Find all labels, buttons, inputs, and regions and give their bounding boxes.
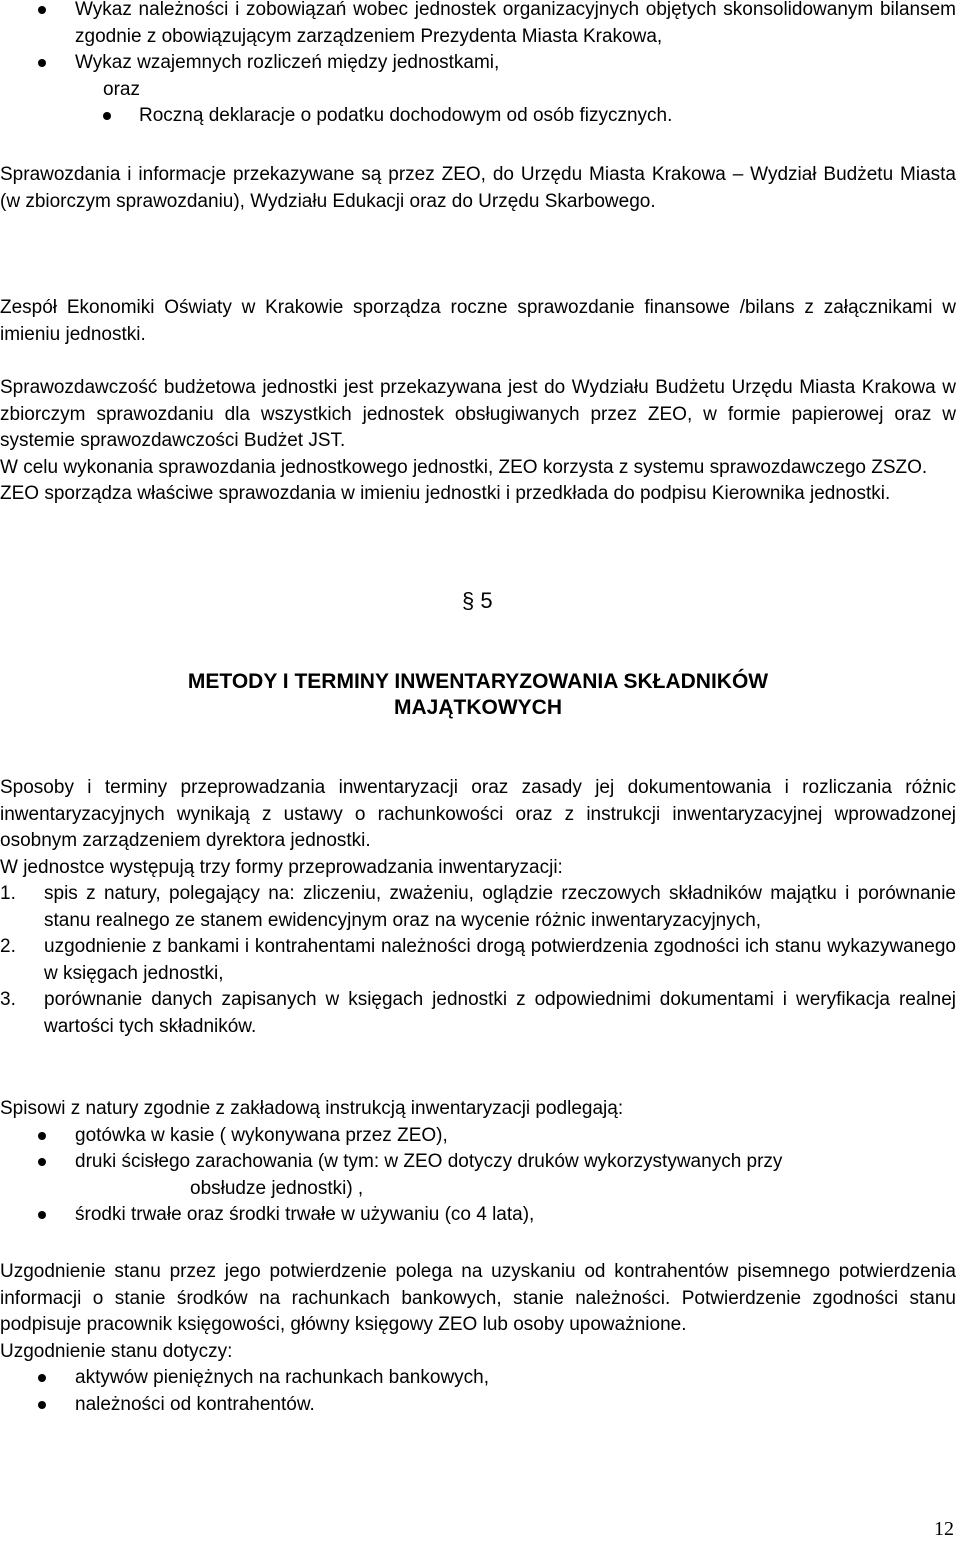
bullet-icon: [38, 1158, 46, 1166]
list-item: środki trwałe oraz środki trwałe w używaniu (co 4 lata),: [0, 1202, 956, 1229]
bullet-icon: [38, 59, 46, 67]
list-item: druki ścisłego zarachowania (w tym: w ZEO dotyczy druków wykorzystywanych przy: [0, 1149, 956, 1176]
paragraph: Sprawozdawczość budżetowa jednostki jest przekazywana jest do Wydziału Budżetu Urzędu Miasta Krakowa w zbiorczym sprawozdaniu dla wszystkich jednostek obsługiwanych przez ZEO, w formie papierowej oraz w systemie sprawozdawczości Budżet JST. W celu wykonania sprawozdania jednostkowego jednostki, ZEO korzysta z systemu sprawozdawczego ZSZO. ZEO sporządza właściwe sprawozdania w imieniu jednostki i przedkłada do podpisu Kierownika jednostki.: [0, 377, 956, 504]
paragraph: Zespół Ekonomiki Oświaty w Krakowie sporządza roczne sprawozdanie finansowe /bilans z załącznikami w imieniu jednostki.: [0, 297, 956, 345]
list-item: aktywów pieniężnych na rachunkach bankowych,: [0, 1365, 956, 1392]
top-bullet-list: [0, 0, 956, 130]
bullet-icon: [38, 1132, 46, 1140]
spis-section: Spisowi z natury zgodnie z zakładową instrukcją inwentaryzacji podlegają: gotówka w kasie ( wykonywana przez ZEO), druki ścisłego zarachowania (w tym: w ZEO dotyczy druków wykorzystywanych przy obsłudze jednostki) , środki trwałe oraz środki trwałe w używaniu (co 4 lata),: [0, 1096, 956, 1229]
section-title: METODY I TERMINY INWENTARYZOWANIA SKŁADNIKÓW MAJĄTKOWYCH: [187, 670, 769, 719]
numbered-item: 3. porównanie danych zapisanych w księgach jednostki z odpowiednimi dokumentami i weryfikacja realnej wartości tych składników.: [0, 989, 956, 1037]
page-number: 12: [934, 1518, 954, 1540]
list-item: należności od kontrahentów.: [0, 1392, 956, 1419]
bullet-icon: [38, 1374, 46, 1382]
inventory-section: Sposoby i terminy przeprowadzania inwentaryzacji oraz zasady jej dokumentowania i rozliczania różnic inwentaryzacyjnych wynikają z ustawy o rachunkowości oraz z instrukcji inwentaryzacyjnej wprowadzonej osobnym zarządzeniem dyrektora jednostki. W jednostce występują trzy formy przeprowadzania inwentaryzacji: 1. spis z natury, polegający na: zliczeniu, zważeniu, oglądzie rzeczowych składników majątku i porównanie stanu realnego ze stanem ewidencyjnym oraz na wycenie różnic inwentaryzacyjnych, 2. uzgodnienie z bankami i kontrahentami należności drogą potwierdzenia zgodności ich stanu wykazywanego w księgach jednostki, 3. porównanie danych zapisanych w księgach jednostki z odpowiednimi dokumentami i weryfikacja realnej wartości tych składników.: [0, 775, 956, 1040]
conjunction-text: oraz: [103, 78, 140, 100]
paragraph: Sprawozdania i informacje przekazywane są przez ZEO, do Urzędu Miasta Krakowa – Wydział Budżetu Miasta (w zbiorczym sprawozdaniu), Wydziału Edukacji oraz do Urzędu Skarbowego.: [0, 164, 956, 212]
section-number: § 5: [462, 588, 493, 613]
list-item: gotówka w kasie ( wykonywana przez ZEO),: [0, 1123, 956, 1150]
bullet-icon: [38, 1211, 46, 1219]
uzgodnienie-section: Uzgodnienie stanu przez jego potwierdzenie polega na uzyskaniu od kontrahentów pisemnego potwierdzenia informacji o stanie środków na rachunkach bankowych, stanie należności. Potwierdzenie zgodności stanu podpisuje pracownik księgowości, główny księgowy ZEO lub osoby upoważnione. Uzgodnienie stanu dotyczy: aktywów pieniężnych na rachunkach bankowych, należności od kontrahentów.: [0, 1259, 956, 1418]
bullet-icon: [103, 112, 111, 120]
numbered-item: 2. uzgodnienie z bankami i kontrahentami należności drogą potwierdzenia zgodności ich stanu wykazywanego w księgach jednostki,: [0, 936, 956, 984]
list-item: Wykaz wzajemnych rozliczeń między jednostkami,: [0, 50, 956, 77]
numbered-item: 1. spis z natury, polegający na: zliczeniu, zważeniu, oglądzie rzeczowych składników majątku i porównanie stanu realnego ze stanem ewidencyjnym oraz na wycenie różnic inwentaryzacyjnych,: [0, 883, 956, 931]
list-item-continuation: obsłudze jednostki) ,: [190, 1177, 364, 1199]
list-item: Roczną deklaracje o podatku dochodowym od osób fizycznych.: [0, 103, 956, 130]
bullet-icon: [38, 1401, 46, 1409]
list-item: Wykaz należności i zobowiązań wobec jednostek organizacyjnych objętych skonsolidowanym bilansem zgodnie z obowiązującym zarządzeniem Prezydenta Miasta Krakowa,: [0, 0, 956, 50]
bullet-icon: [38, 6, 46, 14]
